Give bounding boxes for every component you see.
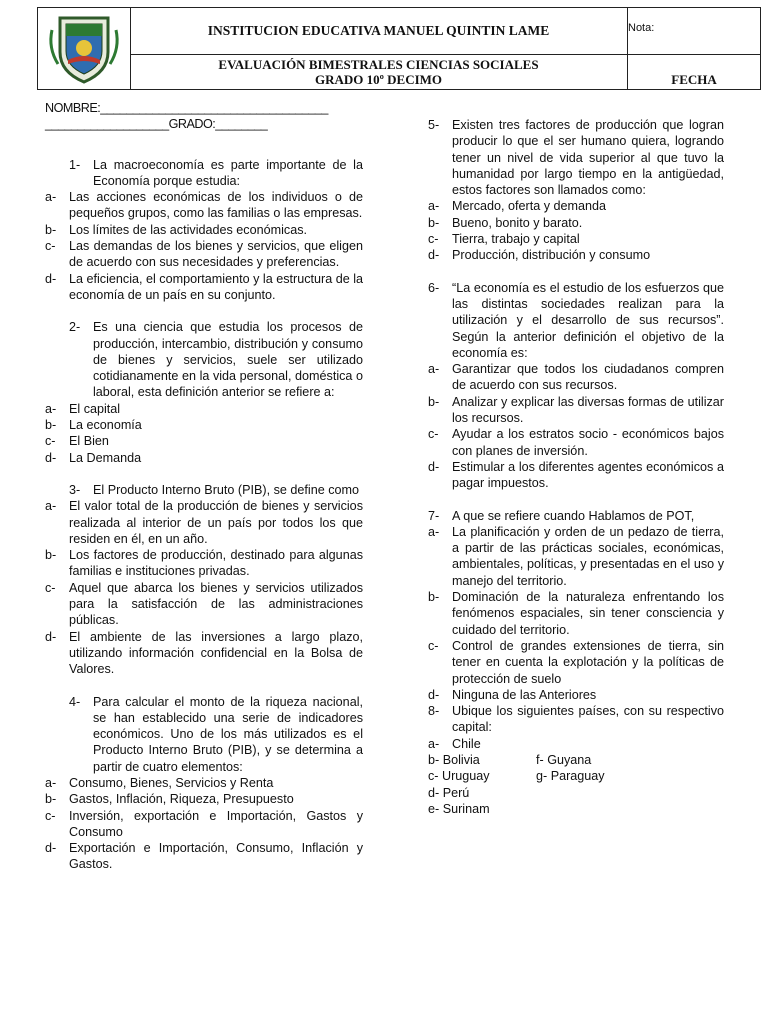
option-3d: d- El ambiente de las inversiones a largo plazo, utilizando información confidencial en la Bolsa de Valores. [45, 629, 363, 677]
option-5b: b- Bueno, bonito y barato. [428, 215, 583, 230]
option-6d: d- Estimular a los diferentes agentes económicos a pagar impuestos. [428, 459, 724, 491]
shield-icon [38, 8, 130, 89]
option-7c: c- Control de grandes extensiones de tierra, sin tener en cuenta la explotación y la políticas de protección de suelo [428, 638, 724, 686]
option-4c: c- Inversión, exportación e Importación, Gastos y Consumo [45, 808, 363, 839]
question-4: 4- Para calcular el monto de la riqueza nacional, se han establecido una serie de indicadores económicos. Uno de los más utilizados es el Producto Interno Bruto (PIB), y se determina a partir de cuatro elementos: [69, 694, 363, 774]
option-4b: b- Gastos, Inflación, Riqueza, Presupuesto [45, 792, 294, 807]
option-2b: b- La economía [45, 418, 142, 433]
institution-name: INSTITUCION EDUCATIVA MANUEL QUINTIN LAME [130, 8, 628, 55]
exam-title-line: EVALUACIÓN BIMESTRALES CIENCIAS SOCIALES [218, 57, 539, 72]
student-name-line: NOMBRE:___________________________________ [45, 101, 328, 115]
country-item: e- Surinam [428, 801, 490, 816]
question-5: 5- Existen tres factores de producción que logran producir lo que el ser humano quiera, logrando tener un nivel de vida superior al que tuvo la humanidad por largo tiempo en la antigüedad, estos factores son llamados como: [428, 118, 724, 198]
exam-header [37, 7, 761, 90]
country-item: d- Perú [428, 785, 470, 800]
country-item: c- Uruguay [428, 769, 490, 784]
option-3c: c- Aquel que abarca los bienes y servicios utilizados para la satisfacción de las administraciones públicas. [45, 580, 363, 628]
question-8: 8- Ubique los siguientes países, con su respectivo capital: [428, 704, 724, 735]
option-1d: d- La eficiencia, el comportamiento y la estructura de la economía de un país en su conjunto. [45, 271, 364, 302]
option-5c: c- Tierra, trabajo y capital [428, 232, 580, 247]
question-3: 3- El Producto Interno Bruto (PIB), se define como [69, 482, 359, 497]
option-7d: d- Ninguna de las Anteriores [428, 687, 597, 702]
option-3b: b- Los factores de producción, destinado para algunas familias e instituciones privadas. [45, 548, 363, 579]
right-column [428, 117, 724, 817]
option-2d: d- La Demanda [45, 450, 142, 465]
question-1: 1- La macroeconomía es parte importante de la Economía porque estudia: [69, 157, 363, 188]
country-item: f- Guyana [536, 752, 592, 767]
option-6c: c- Ayudar a los estratos socio - económicos bajos con planes de inversión. [428, 427, 724, 458]
student-grade-line: ___________________GRADO:________ [45, 117, 268, 132]
left-column [45, 100, 363, 873]
option-3a: a- El valor total de la producción de bienes y servicios realizada al interior de un país por todos los que residen en él, en un año. [45, 499, 363, 546]
country-item: g- Paraguay [536, 769, 605, 784]
option-7a: a- La planificación y orden de un pedazo de tierra, a partir de las prácticas sociales, económicas, ambientales, políticas, y presentadas en el uso y manejo del territorio. [428, 524, 724, 588]
option-4d: d- Exportación e Importación, Consumo, Inflación y Gastos. [45, 841, 363, 872]
country-row [428, 768, 724, 784]
country-item: b- Bolivia [428, 752, 480, 767]
option-7b: b- Dominación de la naturaleza enfrentando los fenómenos espaciales, sin tener consciencia y cuidado del territorio. [428, 590, 724, 637]
option-1b: b- Los límites de las actividades económicas. [45, 222, 307, 237]
option-5d: d- Producción, distribución y consumo [428, 248, 651, 263]
option-1a: a- Las acciones económicas de los individuos o de pequeños grupos, como las familias o las empresas. [45, 190, 363, 221]
question-6: 6- “La economía es el estudio de los esfuerzos que las distintas sociedades realizan para la utilización y el desarrollo de sus recursos”. Según la anterior definición el objetivo de la economía es: [428, 280, 724, 360]
exam-title [130, 55, 628, 89]
question-7: 7- A que se refiere cuando Hablamos de POT, [428, 508, 695, 523]
date-field: FECHA [671, 72, 717, 87]
option-4a: a- Consumo, Bienes, Servicios y Renta [45, 775, 274, 790]
question-2: 2- Es una ciencia que estudia los procesos de producción, intercambio, distribución y consumo de bienes y servicios, suele ser utilizado cotidianamente en la vida personal, doméstica o laboral, esta definición anterior se refiere a: [69, 320, 363, 400]
option-8a: a- Chile [428, 736, 481, 751]
option-6b: b- Analizar y explicar las diversas formas de utilizar los recursos. [428, 394, 724, 426]
school-logo [38, 8, 131, 89]
option-5a: a- Mercado, oferta y demanda [428, 199, 607, 214]
option-2c: c- El Bien [45, 434, 109, 449]
country-row [428, 752, 724, 768]
option-6a: a- Garantizar que todos los ciudadanos compren de acuerdo con sus recursos. [428, 362, 724, 393]
grade-score-field: Nota: [628, 8, 760, 55]
option-1c: c- Las demandas de los bienes y servicios, que eligen de acuerdo con sus necesidades y preferencias. [45, 239, 363, 270]
grade-title-line: GRADO 10º DECIMO [314, 72, 443, 87]
option-2a: a- El capital [45, 401, 121, 416]
